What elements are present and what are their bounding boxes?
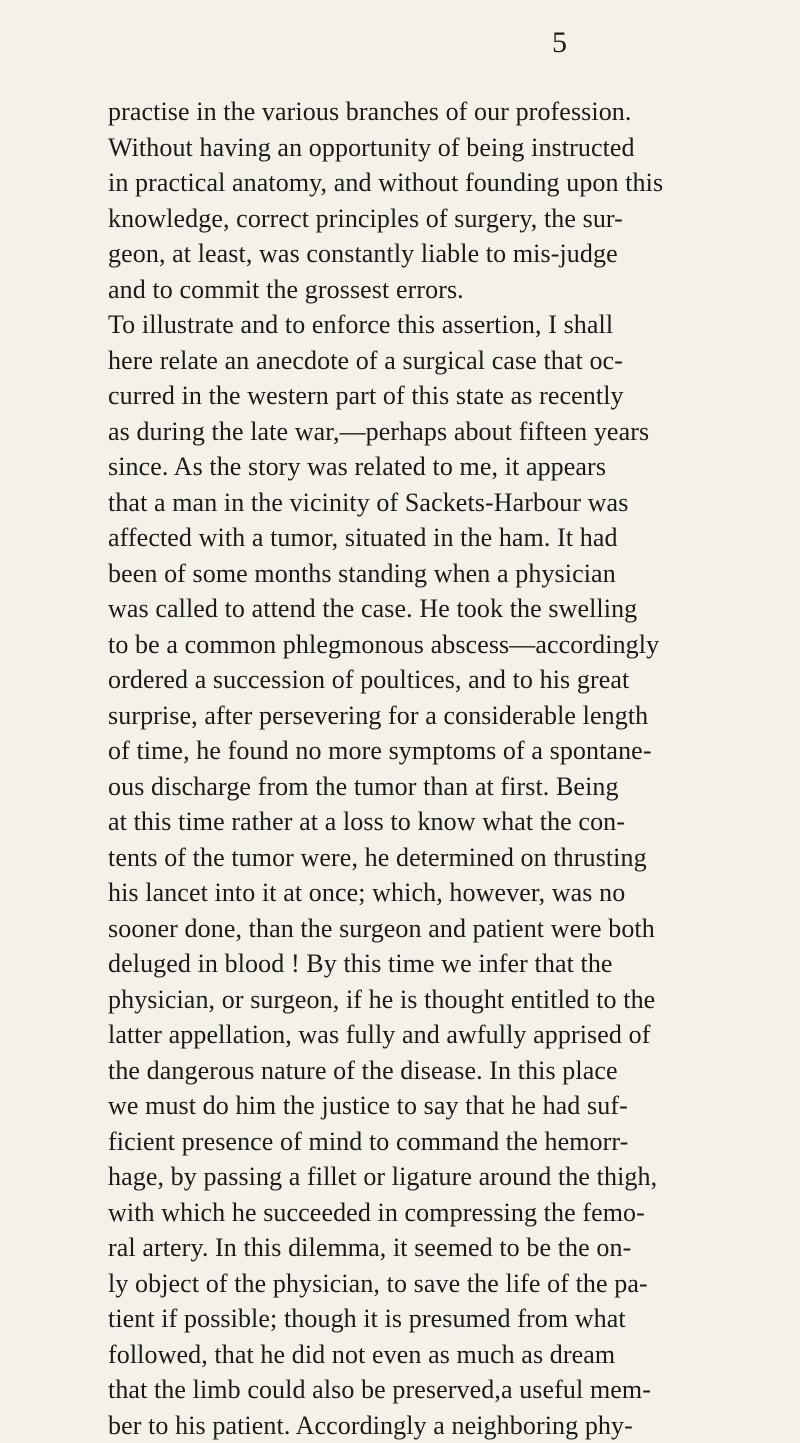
- text-line: with which he succeeded in compressing the femo-: [108, 1195, 800, 1231]
- text-line: that a man in the vicinity of Sackets-Harbour was: [108, 485, 800, 521]
- text-line: was called to attend the case. He took the swelling: [108, 591, 800, 627]
- text-line: to be a common phlegmonous abscess—accordingly: [108, 627, 800, 663]
- text-line: of time, he found no more symptoms of a spontane-: [108, 733, 800, 769]
- text-line: knowledge, correct principles of surgery, the sur-: [108, 201, 800, 237]
- body-text: [108, 94, 800, 1443]
- text-line: physician, or surgeon, if he is thought entitled to the: [108, 982, 800, 1018]
- text-line: in practical anatomy, and without founding upon this: [108, 165, 800, 201]
- text-line: geon, at least, was constantly liable to mis-judge: [108, 236, 800, 272]
- text-line: since. As the story was related to me, it appears: [108, 449, 800, 485]
- text-line: curred in the western part of this state as recently: [108, 378, 800, 414]
- text-line: Without having an opportunity of being instructed: [108, 130, 800, 166]
- text-line: his lancet into it at once; which, however, was no: [108, 875, 800, 911]
- text-line: ordered a succession of poultices, and to his great: [108, 662, 800, 698]
- text-line: ly object of the physician, to save the life of the pa-: [108, 1266, 800, 1302]
- text-line: surprise, after persevering for a considerable length: [108, 698, 800, 734]
- text-line: ber to his patient. Accordingly a neighboring phy-: [108, 1408, 800, 1443]
- text-line: affected with a tumor, situated in the ham. It had: [108, 520, 800, 556]
- page-number: 5: [552, 28, 567, 58]
- text-line: ral artery. In this dilemma, it seemed to be the on-: [108, 1230, 800, 1266]
- text-line: ous discharge from the tumor than at first. Being: [108, 769, 800, 805]
- text-line: tents of the tumor were, he determined on thrusting: [108, 840, 800, 876]
- text-line: been of some months standing when a physician: [108, 556, 800, 592]
- text-line: the dangerous nature of the disease. In this place: [108, 1053, 800, 1089]
- text-line: we must do him the justice to say that he had suf-: [108, 1088, 800, 1124]
- text-line: latter appellation, was fully and awfully apprised of: [108, 1017, 800, 1053]
- text-line: sooner done, than the surgeon and patient were both: [108, 911, 800, 947]
- text-line: at this time rather at a loss to know what the con-: [108, 804, 800, 840]
- text-line: here relate an anecdote of a surgical case that oc-: [108, 343, 800, 379]
- text-line: and to commit the grossest errors.: [108, 272, 800, 308]
- text-line: followed, that he did not even as much as dream: [108, 1337, 800, 1373]
- text-line: tient if possible; though it is presumed from what: [108, 1301, 800, 1337]
- text-line: To illustrate and to enforce this assertion, I shall: [108, 307, 800, 343]
- text-line: that the limb could also be preserved,a useful mem-: [108, 1372, 800, 1408]
- text-line: as during the late war,—perhaps about fifteen years: [108, 414, 800, 450]
- text-line: ficient presence of mind to command the hemorr-: [108, 1124, 800, 1160]
- text-line: deluged in blood ! By this time we infer that the: [108, 946, 800, 982]
- text-line: practise in the various branches of our profession.: [108, 94, 800, 130]
- text-line: hage, by passing a fillet or ligature around the thigh,: [108, 1159, 800, 1195]
